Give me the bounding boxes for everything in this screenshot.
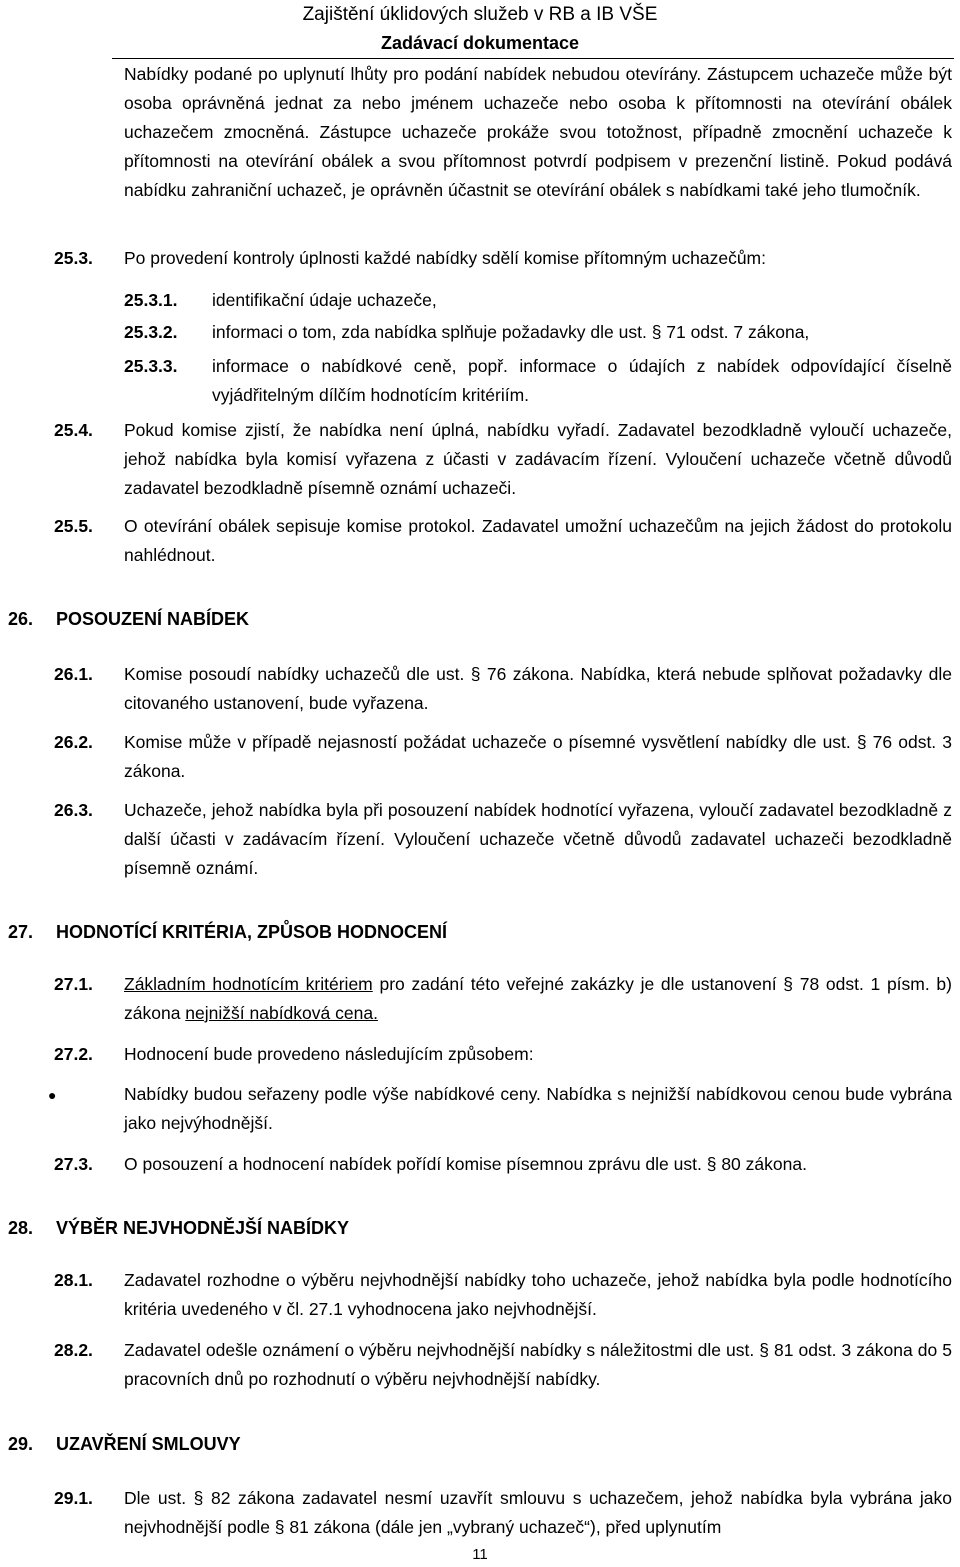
underlined-text: Základním hodnotícím kritériem — [124, 974, 373, 994]
header-divider — [112, 58, 954, 59]
paragraph-number: 27.1. — [54, 974, 93, 994]
paragraph-number: 25.4. — [54, 420, 93, 440]
paragraph-text: O otevírání obálek sepisuje komise protokol. Zadavatel umožní uchazečům na jejich žádost do protokolu nahlédnout. — [124, 516, 952, 565]
paragraph-text: Dle ust. § 82 zákona zadavatel nesmí uzavřít smlouvu s uchazečem, jehož nabídka byla vybrána jako nejvhodnější podle § 81 zákona (dále jen „vybraný uchazeč“), před uplynutím — [124, 1488, 952, 1537]
paragraph-number: 26.2. — [54, 732, 93, 752]
section-heading: HODNOTÍCÍ KRITÉRIA, ZPŮSOB HODNOCENÍ — [56, 922, 448, 942]
paragraph-text: Komise posoudí nabídky uchazečů dle ust. § 76 zákona. Nabídka, která nebude splňovat požadavky dle citovaného ustanovení, bude vyřazena. — [124, 664, 952, 713]
paragraph-number: 28.1. — [54, 1270, 93, 1290]
paragraph-number: 26.3. — [54, 800, 93, 820]
section-number: 28. — [8, 1218, 34, 1238]
section-number: 27. — [8, 922, 34, 942]
paragraph-25-2-continued: Nabídky podané po uplynutí lhůty pro podání nabídek nebudou otevírány. Zástupcem uchazeče může být osoba oprávněná jednat za nebo jménem uchazeče nebo osoba k přítomnosti na otevírání obálek uchazečem zmocněná. Zástupce uchazeče prokáže svou totožnost, případně zmocnění uchazeče k přítomnosti na otevírání obálek a svou přítomnost potvrdí podpisem v prezenční listině. Pokud podává nabídku zahraniční uchazeč, je oprávněn účastnit se otevírání obálek s nabídkami také jeho tlumočník. — [124, 64, 952, 200]
subparagraph-number: 25.3.1. — [124, 290, 178, 310]
subparagraph-text: informace o nabídkové ceně, popř. informace o údajích z nabídek odpovídající číselně vyjádřitelným dílčím hodnotícím kritériím. — [212, 356, 952, 405]
underlined-text: nejnižší nabídková cena. — [185, 1003, 378, 1023]
subparagraph-number: 25.3.3. — [124, 356, 178, 376]
text-run: pro zadání této veřejné zakázky je dle ustanovení § 78 odst. 1 písm. b) zákona — [124, 974, 952, 1023]
paragraph-number: 27.3. — [54, 1154, 93, 1174]
subparagraph-text: identifikační údaje uchazeče, — [212, 290, 437, 310]
paragraph-text: Komise může v případě nejasností požádat uchazeče o písemné vysvětlení nabídky dle ust. § 76 odst. 3 zákona. — [124, 732, 952, 781]
paragraph-text: Uchazeče, jehož nabídka byla při posouzení nabídek hodnotící vyřazena, vyloučí zadavatel bezodkladně z další účasti v zadávacím řízení. Vyloučení uchazeče včetně důvodů zadavatel uchazeči bezodkladně písemně oznámí. — [124, 800, 952, 878]
document-subtitle: Zadávací dokumentace — [380, 33, 580, 53]
paragraph-number: 29.1. — [54, 1488, 93, 1508]
subparagraph-text: informaci o tom, zda nabídka splňuje požadavky dle ust. § 71 odst. 7 zákona, — [212, 322, 810, 342]
bullet-icon: ● — [48, 1087, 57, 1103]
paragraph-text — [124, 970, 952, 1028]
document-title: Zajištění úklidových služeb v RB a IB VŠE — [302, 4, 658, 25]
section-heading: POSOUZENÍ NABÍDEK — [56, 609, 250, 629]
section-heading: VÝBĚR NEJVHODNĚJŠÍ NABÍDKY — [56, 1218, 350, 1238]
paragraph-number: 26.1. — [54, 664, 93, 684]
subparagraph-number: 25.3.2. — [124, 322, 178, 342]
paragraph-number: 25.5. — [54, 516, 93, 536]
paragraph-text: Po provedení kontroly úplnosti každé nabídky sdělí komise přítomným uchazečům: — [124, 248, 766, 268]
paragraph-number: 27.2. — [54, 1044, 93, 1064]
bullet-text: Nabídky budou seřazeny podle výše nabídkové ceny. Nabídka s nejnižší nabídkovou cenou bude vybrána jako nejvýhodnější. — [124, 1084, 952, 1133]
paragraph-number: 28.2. — [54, 1340, 93, 1360]
section-number: 26. — [8, 609, 34, 629]
paragraph-text: O posouzení a hodnocení nabídek pořídí komise písemnou zprávu dle ust. § 80 zákona. — [124, 1154, 807, 1174]
paragraph-text: Zadavatel rozhodne o výběru nejvhodnější nabídky toho uchazeče, jehož nabídka byla podle hodnotícího kritéria uvedeného v čl. 27.1 vyhodnocena jako nejvhodnější. — [124, 1270, 952, 1319]
paragraph-number: 25.3. — [54, 248, 93, 268]
section-heading: UZAVŘENÍ SMLOUVY — [56, 1434, 241, 1454]
page-number: 11 — [472, 1546, 488, 1563]
paragraph-text: Pokud komise zjistí, že nabídka není úplná, nabídku vyřadí. Zadavatel bezodkladně vyloučí uchazeče, jehož nabídka byla komisí vyřazena z účasti v zadávacím řízení. Vyloučení uchazeče včetně důvodů zadavatel bezodkladně písemně oznámí uchazeči. — [124, 420, 952, 498]
section-number: 29. — [8, 1434, 34, 1454]
paragraph-text: Hodnocení bude provedeno následujícím způsobem: — [124, 1044, 534, 1064]
paragraph-text: Zadavatel odešle oznámení o výběru nejvhodnější nabídky s náležitostmi dle ust. § 81 odst. 3 zákona do 5 pracovních dnů po rozhodnutí o výběru nejvhodnější nabídky. — [124, 1340, 952, 1389]
